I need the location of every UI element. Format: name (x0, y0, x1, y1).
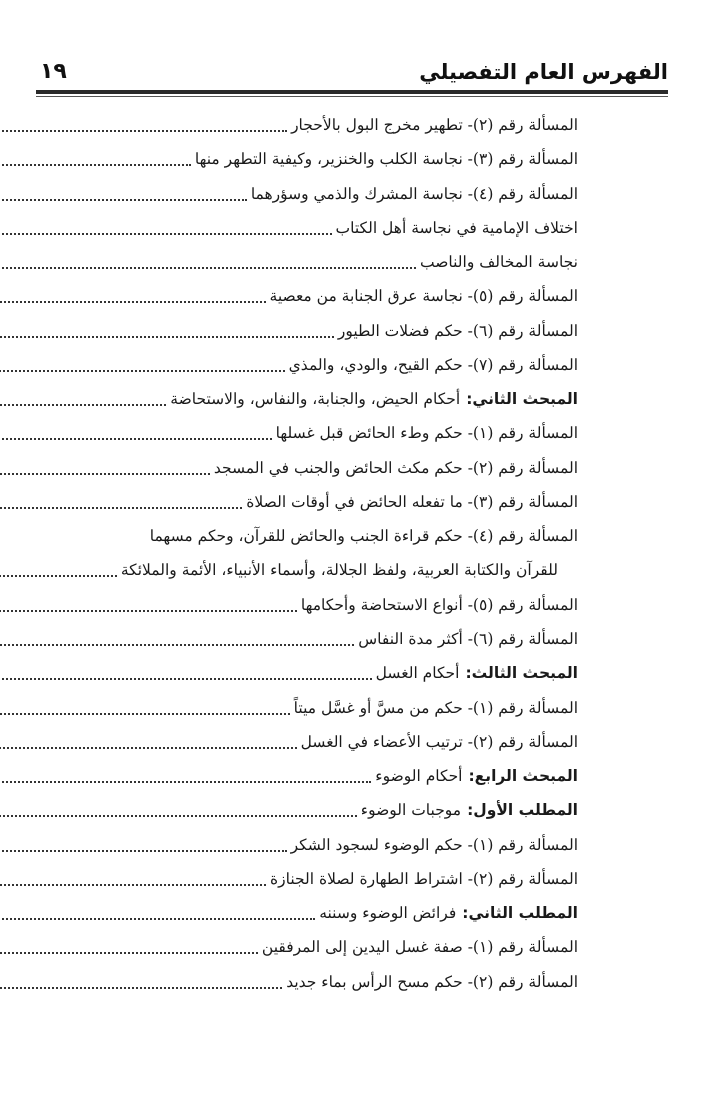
dot-leader (0, 233, 332, 235)
toc-entry (0, 622, 578, 656)
page-header (34, 56, 668, 90)
dot-leader (0, 884, 266, 886)
dot-leader (0, 473, 210, 475)
toc-line (18, 588, 578, 622)
toc-entry-title: المسألة رقم (٣)- نجاسة الكلب والخنزير، وكيفية التطهر منها (194, 150, 578, 169)
dot-leader (0, 164, 191, 166)
toc-entry (0, 451, 578, 485)
toc-line (18, 691, 578, 725)
toc-entry-title: المسألة رقم (٢)- اشتراط الطهارة لصلاة الجنازة (270, 869, 578, 888)
toc-line (18, 348, 578, 382)
dot-leader (0, 815, 357, 817)
toc-line (18, 896, 578, 930)
toc-entry-title: نجاسة المخالف والناصب (420, 253, 578, 272)
toc-entry (0, 553, 558, 587)
toc-entry-title: المسألة رقم (٥)- نجاسة عرق الجنابة من معصية (269, 287, 578, 306)
toc-entry-title: للقرآن والكتابة العربية، ولفظ الجلالة، وأسماء الأنبياء، الأئمة والملائكة (120, 561, 558, 580)
running-title: الفهرس العام التفصيلي (419, 60, 668, 84)
toc-entry (0, 691, 578, 725)
section-label: المطلب الأول: (467, 801, 578, 820)
toc-line (18, 314, 578, 348)
toc-entry-title: أحكام الغسل (375, 664, 460, 683)
toc-line (18, 828, 578, 862)
toc-line (18, 759, 578, 793)
toc-entry (0, 348, 578, 382)
toc-entry (0, 485, 578, 519)
toc-entry-title: المسألة رقم (٢)- حكم مكث الحائض والجنب في المسجد (213, 458, 578, 477)
toc-entry (0, 793, 578, 827)
section-label: المبحث الرابع: (468, 767, 578, 786)
toc-line (18, 211, 578, 245)
toc-entry (0, 930, 578, 964)
dot-leader (0, 301, 266, 303)
toc-line (18, 108, 578, 142)
toc-entry (0, 279, 578, 313)
toc-entry (0, 416, 578, 450)
dot-leader (0, 678, 372, 680)
dot-leader (0, 644, 354, 646)
toc-entry-title: أحكام الحيض، والجنابة، والنفاس، والاستحاضة (170, 390, 461, 409)
toc-entry (0, 314, 578, 348)
toc-line (18, 725, 578, 759)
dot-leader (0, 370, 285, 372)
dot-leader (0, 336, 334, 338)
toc-entry (0, 245, 578, 279)
section-label: المبحث الثاني: (466, 390, 578, 409)
toc-entry-title: المسألة رقم (٣)- ما تفعله الحائض في أوقات الصلاة (246, 492, 578, 511)
dot-leader (0, 781, 371, 783)
header-rule-thick (36, 90, 668, 94)
dot-leader (0, 438, 272, 440)
toc-entry (0, 177, 578, 211)
toc-entry-title: المسألة رقم (٦)- حكم فضلات الطيور (337, 321, 578, 340)
toc-line (18, 862, 578, 896)
dot-leader (0, 130, 287, 132)
toc-entry (0, 382, 578, 416)
toc-line (18, 279, 578, 313)
section-label: المبحث الثالث: (465, 664, 578, 683)
toc-line (18, 245, 578, 279)
toc-entry (0, 588, 578, 622)
toc-entry-title: المسألة رقم (١)- حكم وطء الحائض قبل غسلها (275, 424, 578, 443)
toc-entry (0, 759, 578, 793)
dot-leader (0, 987, 282, 989)
dot-leader (0, 850, 287, 852)
page-number: ١٩ (40, 59, 67, 84)
toc-line (18, 656, 578, 690)
toc-entry (0, 108, 578, 142)
toc-entry (0, 862, 578, 896)
toc-entry-title: موجبات الوضوء (360, 801, 462, 820)
toc-line (18, 382, 578, 416)
dot-leader (0, 747, 297, 749)
toc-entry (0, 896, 578, 930)
toc-line (18, 177, 578, 211)
dot-leader (0, 199, 247, 201)
toc-entry-title: المسألة رقم (٧)- حكم القيح، والودي، والمذي (288, 355, 578, 374)
dot-leader (0, 404, 166, 406)
toc-entry (0, 965, 578, 999)
toc-line (18, 451, 578, 485)
toc-entry-title: المسألة رقم (٥)- أنواع الاستحاضة وأحكامها (300, 595, 578, 614)
toc-entry (0, 211, 578, 245)
toc-line (18, 930, 578, 964)
toc-entry-title: المسألة رقم (٢)- ترتيب الأعضاء في الغسل (300, 732, 578, 751)
toc-entry-title: المسألة رقم (٤)- نجاسة المشرك والذمي وسؤرهما (250, 184, 578, 203)
section-label: المطلب الثاني: (462, 904, 578, 923)
toc-line (18, 553, 578, 587)
toc-entry (0, 828, 578, 862)
dot-leader (0, 952, 258, 954)
dot-leader (0, 713, 290, 715)
toc-line (18, 416, 578, 450)
toc-entry-title: المسألة رقم (١)- حكم من مسَّ أو غسَّل ميتاً (293, 698, 578, 717)
toc-line (18, 622, 578, 656)
toc-entry (150, 519, 578, 553)
header-rule-thin (36, 96, 668, 97)
toc-entry (0, 725, 578, 759)
toc-line (18, 142, 578, 176)
dot-leader (0, 575, 117, 577)
toc-entry-title: المسألة رقم (١)- حكم الوضوء لسجود الشكر (290, 835, 578, 854)
toc-entry-title: أحكام الوضوء (375, 767, 463, 786)
dot-leader (0, 267, 416, 269)
toc-line (18, 793, 578, 827)
table-of-contents (18, 108, 578, 999)
toc-entry (0, 142, 578, 176)
dot-leader (0, 507, 242, 509)
toc-line (18, 485, 578, 519)
toc-entry-title: اختلاف الإمامية في نجاسة أهل الكتاب (335, 218, 578, 237)
dot-leader (0, 610, 297, 612)
toc-entry-title: المسألة رقم (٦)- أكثر مدة النفاس (358, 629, 578, 648)
toc-line (18, 965, 578, 999)
toc-entry-title: فرائض الوضوء وسننه (319, 904, 457, 923)
toc-line (18, 519, 578, 553)
toc-entry-title: المسألة رقم (٤)- حكم قراءة الجنب والحائض للقرآن، وحكم مسهما (149, 527, 578, 546)
toc-entry-title: المسألة رقم (١)- صفة غسل اليدين إلى المرفقين (261, 938, 578, 957)
toc-entry-title: المسألة رقم (٢)- تطهير مخرج البول بالأحجار (291, 116, 578, 134)
dot-leader (0, 918, 315, 920)
toc-entry (0, 656, 578, 690)
toc-entry-title: المسألة رقم (٢)- حكم مسح الرأس بماء جديد (286, 972, 578, 991)
